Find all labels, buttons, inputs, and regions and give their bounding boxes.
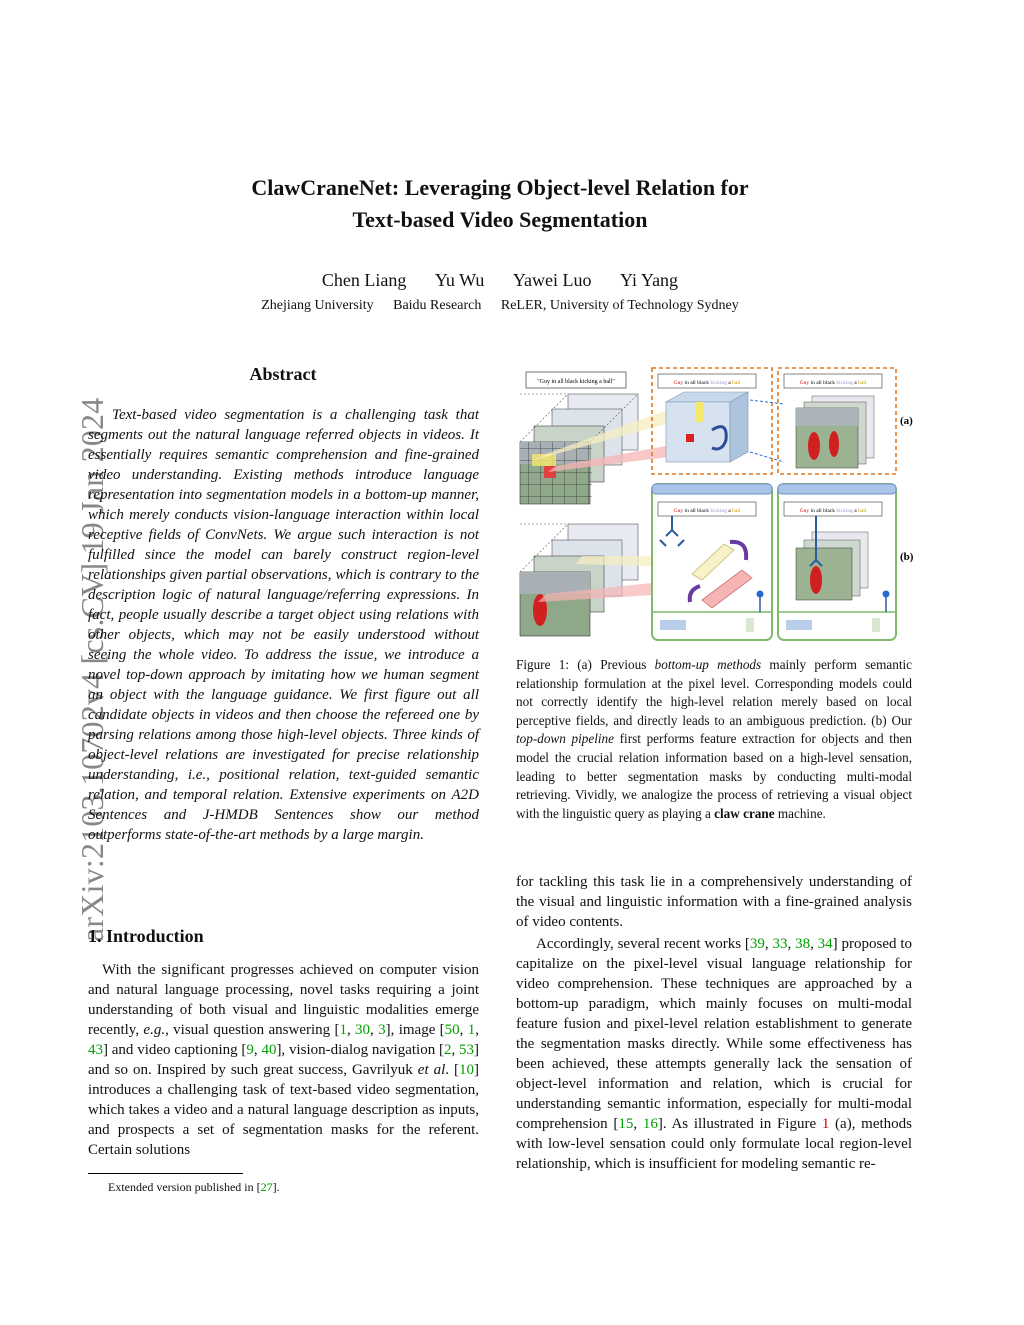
author-name: Yawei Luo — [512, 270, 592, 290]
figure-1 — [516, 364, 916, 644]
figure-1-illustration — [516, 364, 916, 644]
citation-link[interactable]: 53 — [459, 1042, 475, 1058]
citation-link[interactable]: 33 — [772, 936, 788, 952]
author-name: Yi Yang — [620, 270, 679, 290]
affiliation-list — [0, 298, 1000, 314]
affiliation: ReLER, University of Technology Sydney — [500, 298, 739, 313]
intro-paragraph: With the significant progresses achieved on computer vision and natural language processing, novel tasks requiring a joint understanding of both visual and linguistic modalities emerge recently, e.g., visual question answering [1, 30, 3], image [50, 1, 43] and video captioning [9, 40], vision-dialog navigation [2, 53] and so on. Inspired by such great success, Gavrilyuk et al. [10] introduces a challenging task of text-based video segmentation, which takes a video and a natural language description as inputs, and prospects a set of segmentation masks for the referent. Certain solutions — [88, 962, 480, 1158]
author-list — [0, 270, 1000, 291]
svg-text:Guy in all black kicking a bal: Guy in all black kicking a ball — [799, 508, 867, 514]
title-line-2: Text-based Video Segmentation — [352, 207, 648, 232]
video-frames-a — [520, 394, 638, 504]
intro-heading: 1. Introduction — [88, 926, 204, 946]
citation-link[interactable]: 2 — [443, 1042, 452, 1058]
svg-text:Guy in all black kicking a bal: Guy in all black kicking a ball — [799, 380, 867, 386]
video-frames-b — [520, 524, 638, 636]
citation-link[interactable]: 27 — [260, 1180, 273, 1194]
figure-label-b: (b) — [900, 551, 914, 563]
citation-link[interactable]: 50 — [444, 1022, 460, 1038]
citation-link[interactable]: 30 — [355, 1022, 371, 1038]
citation-link[interactable]: 1 — [339, 1022, 347, 1038]
citation-link[interactable]: 40 — [261, 1042, 277, 1058]
paragraph: for tackling this task lie in a comprehensively understanding of the visual and linguistic information with a fine-grained analysis of video contents. — [516, 874, 912, 930]
svg-text:Guy in all black kicking a bal: Guy in all black kicking a ball — [673, 508, 741, 514]
claw-crane-machine-left — [652, 484, 772, 640]
citation-link[interactable]: 39 — [749, 936, 765, 952]
paper-title — [0, 172, 1000, 236]
citation-link[interactable]: 38 — [795, 936, 811, 952]
figure-1-caption: Figure 1: (a) Previous bottom-up methods mainly perform semantic relationship formulation at the pixel level. Corresponding models could not correctly identify the high-level relation merely based on local perceptive fields, and directly leads to an ambiguous prediction. (b) Our top-down pipeline first performs feature extraction for objects and then model the crucial relation information based on a high-level sensation, leading to better segmentation masks by conducting multi-modal retrieving. Vividly, we analogize the process of retrieving a visual object with the linguistic query as playing a claw crane machine. — [516, 657, 912, 821]
affiliation: Baidu Research — [393, 298, 482, 313]
prediction-box-a — [778, 368, 896, 474]
citation-link[interactable]: 10 — [459, 1062, 474, 1078]
author-name: Chen Liang — [321, 270, 407, 290]
svg-text:"Guy in all black kicking a ba: "Guy in all black kicking a ball" — [537, 379, 615, 385]
citation-link[interactable]: 15 — [618, 1116, 634, 1132]
citation-link[interactable]: 9 — [246, 1042, 254, 1058]
relation-box-a — [652, 368, 772, 474]
query-box-a — [526, 372, 626, 388]
right-column-text — [516, 872, 912, 1174]
affiliation: Zhejiang University — [261, 298, 374, 313]
citation-link[interactable]: 16 — [642, 1116, 658, 1132]
author-name: Yu Wu — [434, 270, 485, 290]
title-line-1: ClawCraneNet: Leveraging Object-level Relation for — [251, 175, 749, 200]
paragraph: Accordingly, several recent works [39, 33, 38, 34] proposed to capitalize on the pixel-level visual language relationship for video comprehension. These techniques are approached by a bottom-up paradigm, which mainly focuses on multi-modal feature fusion and pixel-level relation establishment to generate the segmentation masks directly. While some effectiveness has been achieved, these attempts generally lack the sensation of object-level information and relation, which is crucial for understanding semantic information, especially for multi-modal comprehension [15, 16]. As illustrated in Figure 1 (a), methods with low-level sensation could only formulate local region-level relationship, which is insufficient for modeling semantic re- — [516, 936, 913, 1172]
svg-text:Guy in all black kicking a bal: Guy in all black kicking a ball — [673, 380, 741, 386]
citation-link[interactable]: 1 — [467, 1022, 476, 1038]
figure-label-a: (a) — [900, 415, 913, 427]
citation-link[interactable]: 3 — [378, 1022, 386, 1038]
footnote-rule — [88, 1173, 243, 1174]
figure-ref-link[interactable]: 1 — [821, 1116, 830, 1132]
claw-crane-machine-right — [778, 484, 896, 640]
arxiv-id: arXiv:2103.10702v4 [cs.CV] 19 Jan 2024 — [74, 397, 110, 942]
citation-link[interactable]: 43 — [88, 1042, 103, 1058]
abstract-text: Text-based video segmentation is a challenging task that segments out the natural language referred objects in videos. It essentially requires semantic comprehension and fine-grained video understanding. Existing methods introduce language representation into segmentation models in a bottom-up manner, which merely conducts vision-language interaction within local receptive fields of ConvNets. We argue such interaction is not fulfilled since the model can barely construct region-level relationships given partial observations, which is contrary to the description logic of natural language/referring expressions. In fact, people usually describe a target object using relations with other objects, which may not be easily understood without seeing the whole video. To address the issue, we introduce a novel top-down approach by imitating how we human segment an object with the language guidance. We first figure out all candidate objects in videos and then choose the refereed one by parsing relations among those high-level objects. Three kinds of object-level relations are investigated for precise relationship understanding, i.e., positional relation, text-guided semantic relation, and temporal relation. Extensive experiments on A2D Sentences and J-HMDB Sentences show our method outperforms state-of-the-art methods by a large margin. — [88, 407, 479, 843]
arxiv-stamp — [24, 352, 110, 942]
citation-link[interactable]: 34 — [817, 936, 833, 952]
footnote: Extended version published in [27]. — [108, 1180, 280, 1194]
abstract-heading: Abstract — [249, 364, 317, 384]
